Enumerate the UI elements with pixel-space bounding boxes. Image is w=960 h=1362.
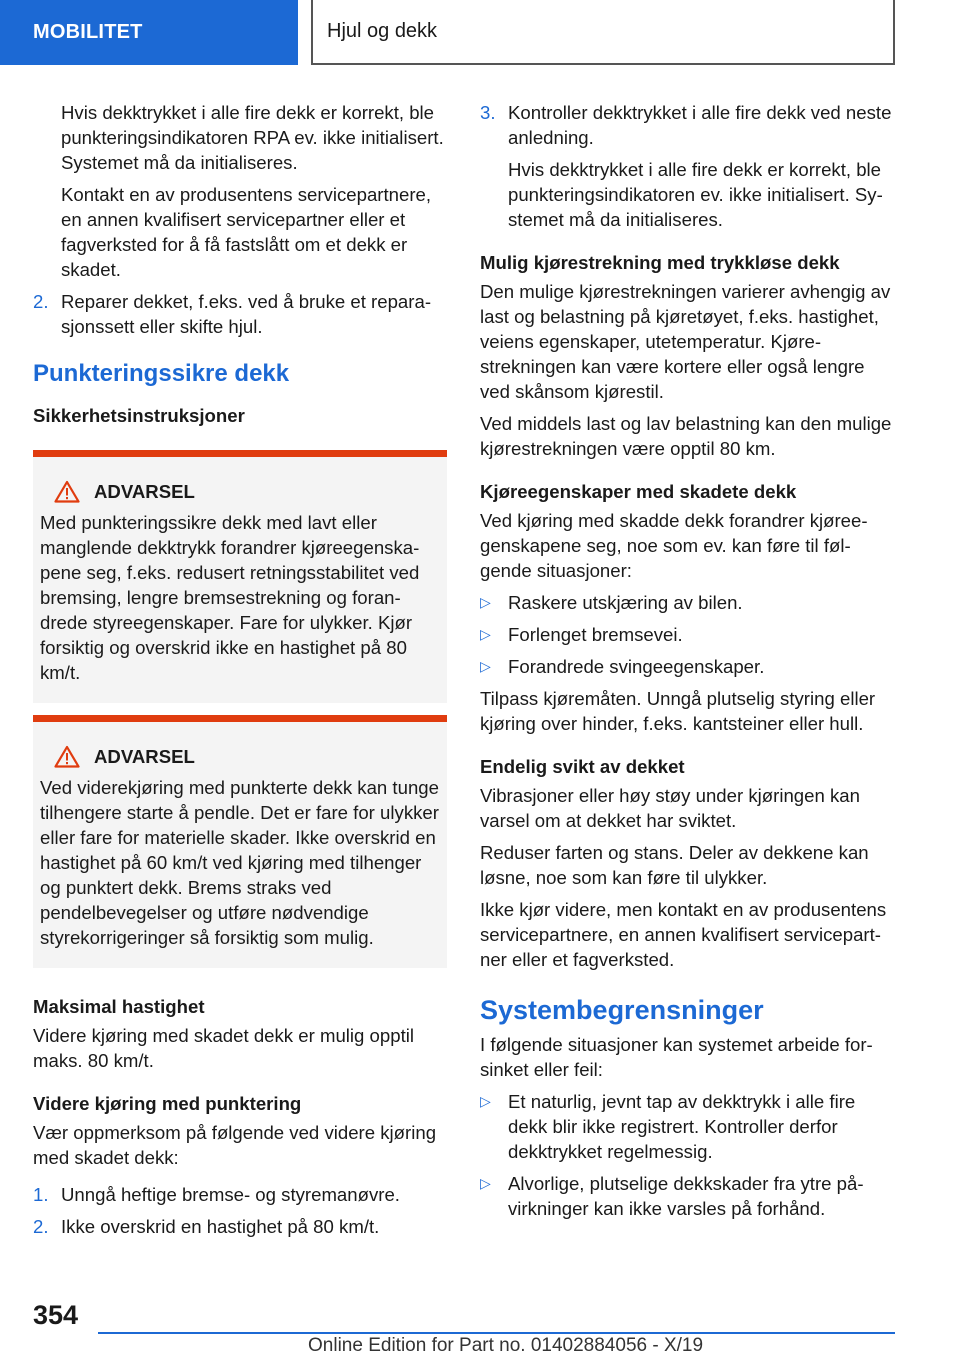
list-text: Raskere utskjæring av bilen. [508,592,743,613]
section-tab [0,0,298,65]
warning-triangle-icon [54,745,80,768]
subheading: Kjøreegenskaper med skadete dekk [480,481,797,502]
subheading: Mulig kjørestrekning med trykkløse dekk [480,252,840,273]
step-number: 2. [33,291,49,312]
section-heading: Punkteringssikre dekk [33,360,290,387]
list-item [480,100,896,150]
subheading: Sikkerhetsinstruksjoner [33,405,245,426]
paragraph: Reduser farten og stans. Deler av dekkene kan løsne, noe som kan føre til ulykker. [480,842,869,888]
triangle-bullet-icon: ▷ [480,626,491,642]
list-item [480,590,896,615]
paragraph: Den mulige kjørestrekningen varierer avhengig av last og belastning på kjøretøyet, f.eks. hastighet, veiens egenskaper, utetemperatur. Kjørestrekningen kan være kortere eller også lengre ved skånsom kjørestil. [480,281,891,402]
triangle-bullet-icon: ▷ [480,594,491,610]
paragraph: Tilpass kjøremåten. Unngå plutselig styring eller kjøring over hinder, f.eks. kantsteiner eller hull. [480,688,876,734]
step-number: 3. [480,102,496,123]
step-text: Kontroller dekktrykket i alle fire dekk ved neste anledning. [508,102,892,148]
warning-title [40,479,439,504]
warning-text: Med punkteringssikre dekk med lavt eller manglende dekktrykk forandrer kjøreegenskapene seg, f.eks. redusert retningsstabilitet ved bremsing, lengre bremsestrekning og forandrede styreegenskaper. Fare for ulykker. Kjør forsiktig og overskrid ikke en hastighet på 80 km/t. [40,512,420,683]
edition-text: Online Edition for Part no. 01402884056 - X/19 [308,1335,704,1356]
footer-divider [98,1332,895,1334]
paragraph: Videre kjøring med skadet dekk er mulig opptil maks. 80 km/t. [33,1025,415,1071]
step-number: 1. [33,1184,49,1205]
triangle-bullet-icon: ▷ [480,1093,491,1109]
left-column [33,100,447,1246]
paragraph: Hvis dekktrykket i alle fire dekk er korrekt, ble punkteringsindikatoren ev. ikke initialisert. Systemet må da initialiseres. [508,159,883,230]
list-text: Forlenget bremsevei. [508,624,683,645]
list-item [480,1171,896,1221]
list-item [33,1214,447,1239]
list-item [33,1182,447,1207]
list-item [480,654,896,679]
page-number: 354 [33,1300,79,1330]
paragraph: Vibrasjoner eller høy støy under kjøringen kan varsel om at dekket har sviktet. [480,785,860,831]
right-column [480,100,896,1228]
section-label: MOBILITET [33,21,143,43]
step-number: 2. [33,1216,49,1237]
triangle-bullet-icon: ▷ [480,1175,491,1191]
paragraph: Hvis dekktrykket i alle fire dekk er korrekt, ble punkteringsindikatoren RPA ev. ikke initialisert. Systemet må da initialiseres. [61,102,444,173]
warning-triangle-icon [54,480,80,503]
step-text: Ikke overskrid en hastighet på 80 km/t. [61,1216,380,1237]
warning-box [33,450,447,703]
paragraph: Ikke kjør videre, men kontakt en av produsentens servicepartnere, en annen kvalifisert servicepartner eller et fagverksted. [480,899,887,970]
subheading: Endelig svikt av dekket [480,756,685,777]
section-heading: Systembegrensninger [480,995,764,1025]
list-text: Et naturlig, jevnt tap av dekktrykk i alle fire dekk blir ikke registrert. Kontroller derfor dekktrykket regelmessig. [508,1091,856,1162]
list-text: Forandrede svingeegenskaper. [508,656,765,677]
subheading: Maksimal hastighet [33,996,205,1017]
paragraph: Ved kjøring med skadde dekk forandrer kjøreegenskapene seg, noe som ev. kan føre til følgende situasjoner: [480,510,868,581]
subheading: Videre kjøring med punktering [33,1093,302,1114]
triangle-bullet-icon: ▷ [480,658,491,674]
warning-title [40,744,439,769]
warning-box [33,715,447,968]
chapter-title: Hjul og dekk [327,20,438,42]
warning-text: Ved viderekjøring med punkterte dekk kan tunge tilhengere starte å pendle. Det er fare for ulykker eller fare for materielle skader. Ikke overskrid en hastighet på 60 km/t ved kjøring med tilhenger og punktert dekk. Brems straks ved pendelbevegelser og utføre nødvendige styrekorrigeringer så forsiktig som mulig. [40,777,439,948]
paragraph: Ved middels last og lav belastning kan den mulige kjørestrekningen være opptil 80 km. [480,413,892,459]
list-item [33,289,447,339]
warning-label: ADVARSEL [94,481,195,502]
chapter-header [311,0,895,65]
list-item [480,622,896,647]
paragraph: Kontakt en av produsentens servicepartnere, en annen kvalifisert servicepartner eller et fagverksted for å få fastslått om et dekk er skadet. [61,184,432,280]
list-item [480,1089,896,1164]
paragraph: Vær oppmerksom på følgende ved videre kjøring med skadet dekk: [33,1122,437,1168]
step-text: Reparer dekket, f.eks. ved å bruke et reparasjonssett eller skifte hjul. [61,291,432,337]
warning-label: ADVARSEL [94,746,195,767]
step-text: Unngå heftige bremse- og styremanøvre. [61,1184,400,1205]
paragraph: I følgende situasjoner kan systemet arbeide forsinket eller feil: [480,1034,873,1080]
list-text: Alvorlige, plutselige dekkskader fra ytre påvirkninger kan ikke varsles på forhånd. [508,1173,864,1219]
